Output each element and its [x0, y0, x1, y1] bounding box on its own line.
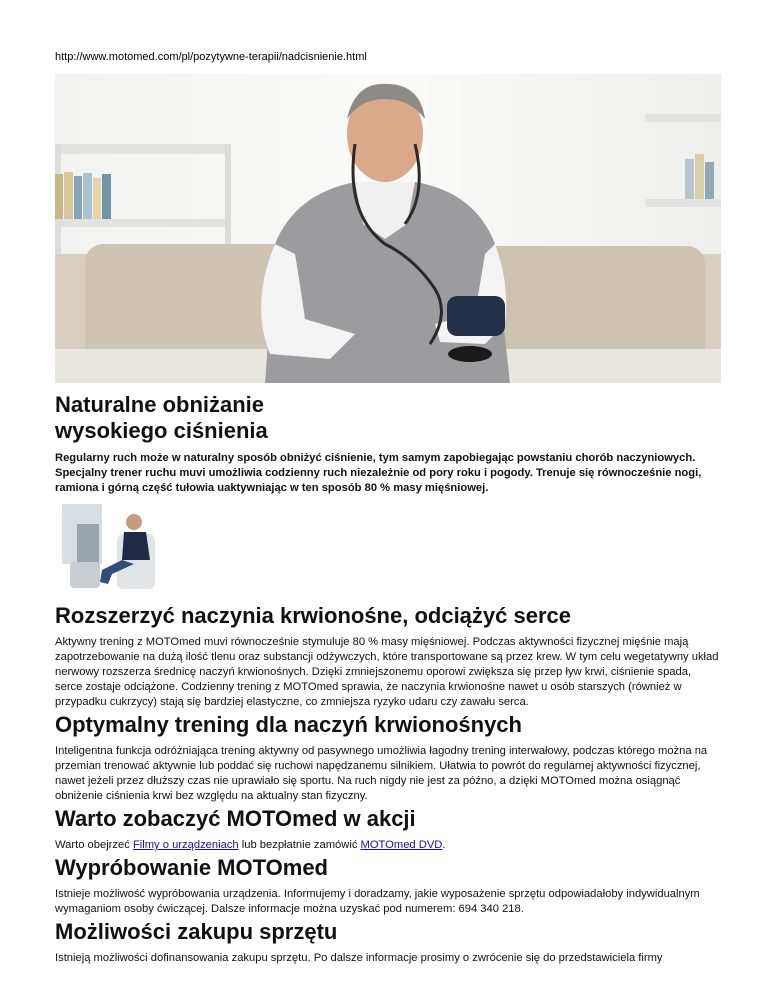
dvd-link[interactable]: MOTOmed DVD — [360, 839, 443, 851]
section-text-purchase: Istnieją możliwości dofinansowania zakupu sprzętu. Po dalsze informacje prosimy o zwrócenie się do przedstawiciela firmy — [55, 952, 663, 964]
intro-paragraph: Regularny ruch może w naturalny sposób obniżyć ciśnienie, tym samym zapobiegając powstaniu chorób naczyniowych. Specjalny trener ruchu muvi umożliwia codzienny ruch niezależnie od pory roku i pogody. Trenuje się równocześnie nogi, ramiona i górną część tułowia uaktywniając w ten sposób 80 % masy mięśniowej. — [55, 452, 702, 494]
title-line-2: wysokiego ciśnienia — [55, 418, 268, 443]
title-line-1: Naturalne obniżanie — [55, 392, 265, 417]
section-text-training: Inteligentna funkcja odróżniająca trening aktywny od pasywnego umożliwia łagodny trening interwałowy, podczas którego można na przemian trenować aktywnie lub poddać się ruchowi napędzanemu silnikiem. Ułatwia to powrót do regularnej aktywności fizycznej, nawet jeżeli przez dłuższy czas nie uprawiało się sportu. Na ruch nigdy nie jest za późno, a dzięki MOTOmed można osiągnąć obniżenie ciśnienia krwi bez względu na aktualny stan fizyczny. — [55, 745, 708, 802]
section-heading-trial: Wypróbowanie MOTOmed — [55, 855, 328, 880]
section-text-action — [55, 838, 721, 853]
section-heading-training: Optymalny trening dla naczyń krwionośnych — [55, 712, 522, 737]
article — [55, 392, 721, 966]
section-heading-vessels: Rozszerzyć naczynia krwionośne, odciążyć serce — [55, 603, 572, 628]
section-heading-purchase: Możliwości zakupu sprzętu — [55, 919, 338, 944]
motomed-thumbnail-image — [62, 504, 158, 594]
source-url: http://www.motomed.com/pl/pozytywne-terapii/nadcisnienie.html — [55, 51, 367, 63]
action-text-post: . — [442, 839, 446, 851]
section-heading-action: Warto zobaczyć MOTOmed w akcji — [55, 806, 416, 831]
section-text-trial: Istnieje możliwość wypróbowania urządzenia. Informujemy i doradzamy, jakie wyposażenie sprzętu odpowiadałoby indywidualnym wymaganiom osoby ćwiczącej. Dalsze informacje można uzyskać pod numerem: 694 340 218. — [55, 888, 700, 915]
films-link[interactable]: Filmy o urządzeniach — [132, 839, 239, 851]
action-text-mid: lub bezpłatnie zamówić — [238, 839, 361, 851]
section-text-vessels: Aktywny trening z MOTOmed muvi równocześnie stymuluje 80 % masy mięśniowej. Podczas aktywności fizycznej mięśnie mają zapotrzebowanie na dużą ilość tlenu oraz substancji odżywczych, które transportowane są przez krew. W tym celu wegetatywny układ nerwowy rozszerza średnicę naczyń krwionośnych. Dzięki zmniejszonemu oporowi zwiększa się przep ływ krwi, ciśnienie spada, serce zostaje odciążone. Codzienny trening z MOTOmed sprawia, że naczynia krwionośne nawet u osób starszych (również w przypadku cukrzycy) stają się bardziej elastyczne, co zmniejsza ryzyko udaru czy zawału serca. — [55, 636, 719, 708]
hero-image-blood-pressure — [55, 74, 721, 383]
action-text-pre: Warto obejrzeć — [55, 839, 133, 851]
page-title — [55, 392, 721, 444]
